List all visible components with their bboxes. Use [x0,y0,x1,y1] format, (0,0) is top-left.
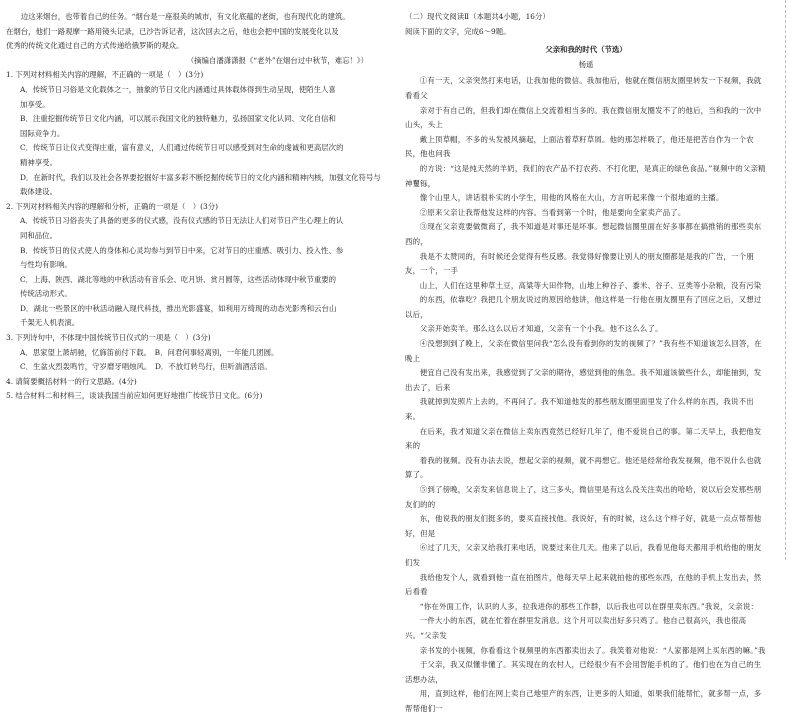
article-line: 父亲开始卖羊。那么这么以后才知道，父亲有一个小我。他不这么么了。 [419,324,663,334]
article-line: 用，直到这样，他们在网上卖自己地里产的东西，让更多的人知道，如果我们能帮忙，就多帮一点，多帮帮他们一 [405,689,762,713]
intro-line: 在烟台，他们一路观摩一路用镜头记录，已沙告诉记者，这次回去之后，他也会把中国的发展变化以及 [6,26,339,36]
article-title: 父亲和我的时代（节选） [545,45,627,55]
question-5: 5. 结合材料二和材料三，谈谈我国当前应如何更好地推广传统节日文化。(6分) [6,391,263,401]
binding-fold-line [785,0,794,560]
article-line: ①有一天，父亲突然打来电话，让我加他的微信。我加他后，他就在微信朋友圈里转发一下视频，我就看看父 [405,76,762,100]
article-line: 像个山里人，讲话很朴实的小学生，用他的风格在大山，方言听起来像一个很地道的主播。 [419,193,724,203]
article-line: 于父亲，我又似懂非懂了。其实现在的农村人，已经很少有不会用智能手机的了。他们也在为自己的生活想办法， [405,660,762,684]
option-line: D．在新时代，我们以及社会各界要挖掘好丰富多彩不断挖掘传统节日的文化内涵和精神内核，加强文化符号与 [20,172,381,182]
right-column [405,10,767,717]
article-line: 我给他发个人，就看到他一直在拍图片，他每天早上起来就拍他的那些东西，在他的手机上发出去，然后看看 [405,572,762,597]
intro-line: 优秀的传统文化通过自己的方式传递给俄罗斯的观众。 [6,41,184,51]
material-source: （摘编自潘潇潇报《“老外”在烟台过中秋节，难忘！》） [186,55,368,65]
question-1 [6,68,386,199]
article-line: 山上，人们在这里种草土豆，高粱等大田作物，山地上种谷子、黍米、谷子、豆类等小杂粮，没有污染 [419,280,762,290]
option-line: 与性均有影响。 [20,260,72,270]
article-line: 亲对于有自己的，但我们却在微信上交流着相当多的。我在微信朋友圈发不了的他后，当和我的一次中山头，头上 [405,105,762,130]
article-line: 便宜自己没有发出来，我感觉到了父亲的期待，感觉到他的焦急。我不知道该做些什么，却能抽到，发出去了，后来 [405,368,762,392]
option-line: 千架无人机表演。 [20,318,80,328]
question-3 [6,331,386,375]
article-line: 东，他说我的朋友们挺多的，要买直接找他。我说好，有的时候，这么这个样子好，就是一点点帮帮他好，但是 [405,514,762,538]
article-line: 在后来，我才知道父亲在微信上卖东西竟然已经好几年了，他不爱说自己的事。第二天早上，我把他发来的 [405,426,762,451]
option-line: 国际竞争力。 [20,128,65,138]
option-line: 载体建设。 [20,187,57,197]
question-2 [6,200,386,331]
article-line: ④没想到到了晚上，父亲在微信里问我“怎么没有看到你的发的视频了？”我有些不知道该怎么回答，在晚上 [405,339,762,363]
article-line: ⑥过了几天，父亲又给我打来电话，说要过来住几天。他来了以后，我看见他每天都用手机给他的朋友们发 [405,543,762,567]
question-stem: 1. 下列对材料相关内容的理解，不正确的一项是（ ）(3分) [6,70,204,80]
option-line: 精神享受。 [20,157,57,167]
option-line: A．传统节日习俗是文化载体之一，抽象的节日文化内涵通过具体载体得到生动呈现，使陌生人喜 [20,84,336,94]
article-line: 我是不太赞同的，有时候还会觉得有些反感。我觉得好像要让别人的朋友圈都是是我的广告，一个朋友，一个，一手 [405,251,754,276]
option-line: B．传统节日的仪式使人的身体和心灵均参与到节日中来，它对节日的庄重感、吸引力、投入性、参 [20,245,344,255]
option-line: C．上海、陕西、湖北等地的中秋活动有音乐会、吃月饼、赏月圆等，这些活动体现中秋节重要的 [20,274,337,284]
option-line: C．传统节日让仪式变得庄重，富有意义，人们通过传统节日可以感受到对生命的虔诚和更高层次的 [20,143,344,153]
option-line: 同和品位。 [20,230,57,240]
article-line: ⑤到了傍晚，父亲发来信息说上了，这三多头，微信里是有这么没关注卖出的哈哈，说以后会发那些朋友们的的 [405,485,762,509]
left-column [6,10,386,404]
article-line: 我就掉到发照片上去的，不再问了。我不知道他发的那些朋友圈里面里发了什么样的东西，我说不出来。 [405,397,754,422]
option-line: D．湖北一些景区的中秋活动融入现代科技，推出光影盛宴，如利用万绮现的动态光影秀和云台山 [20,303,337,313]
option-line: A．思家望上萧胡驰，忆旆笛前付下载。 B．问君何事轻离别，一年能几团圆。 [20,347,279,357]
article-line: ③现在父亲竟要做微商了，我不知道是对事还是坏事。想起微信圈里面在好多事都在搞推销的那些卖东西的， [405,222,762,246]
option-line: C．生盆火烈轰鸣竹，守岁磨牙唱烛风。 D．不放灯转鸟行，但听湍酒活语。 [20,362,272,372]
article-line: 的东西，依靠吃？我把几个朋友说过的原因给他讲，他这样是一行他在朋友圈里有了回应之后，又想过以后， [405,295,762,319]
option-line: A．传统节日习俗丧失了具备的更多的仪式感，没有仪式感的节日无法让人们对节日产生心理上的认 [20,216,344,226]
article-line: 戴上顶草帽，不多的头发被风摘起，上面沾着草籽草屑。他的那怎样吸了，他还是把苦自作为一个农民，他也问我 [405,134,754,159]
option-line: B．注重挖掘传统节日文化内涵，可以展示我国文化的独特魅力，弘扬国家文化认同、文化自信和 [20,114,336,124]
question-4: 4. 请简要概括材料一的行文思路。(4分) [6,376,137,386]
article-line: 亲书发的小视频，你看看这个视频里的东西都卖出去了。我笑着对他说：“人家都是网上买东西的嘛。”我 [419,645,766,655]
question-stem: 3. 下列诗句中，不体现中国传统节日仪式的一项是（ ）(3分) [6,333,211,343]
article-line: 的方说：“这是纯天然的羊奶，我们的农产品不打农药、不打化肥，是真正的绿色食品。”视频中的父亲精神矍铄， [405,163,766,188]
question-stem: 2. 下列对材料相关内容的理解和分析，正确的一项是（ ）(3分) [6,201,219,211]
article-line: “你在外面工作，认识的人多，拉我进你的那些工作群，以后我也可以在群里卖东西。”我说，父亲说： [419,601,759,611]
article-line: 一件大小的东西，就在忙着在群里发消息。这个月可以卖出好多只鸡了。他自己很高兴，我也很高兴。“父亲发 [405,616,747,640]
article-line: 着我的视频。没有办法去说，想起父亲的视频，就不再想它。他还是经常给我发视频，他不说什么也就算了。 [405,455,762,480]
reading-instruction: 阅读下面的文字，完成6～9题。 [405,26,511,36]
article-author: 杨遥 [578,59,594,69]
option-line: 加享受。 [20,99,50,109]
article-body [405,74,767,716]
section-heading: （二）现代文阅读Ⅱ（本题共4小题，16分） [405,12,550,21]
article-line: ②原来父亲让我帮他发这样的内容。当看到第一个时，他是要向全家卖产品了。 [419,207,686,217]
option-line: 传统活动形式。 [20,289,72,299]
intro-line: 边这来烟台，也带着自己的任务。“烟台是一座很美的城市，有文化底蕴的老街，也有现代化的建筑。 [20,12,350,21]
material-intro [6,10,386,54]
